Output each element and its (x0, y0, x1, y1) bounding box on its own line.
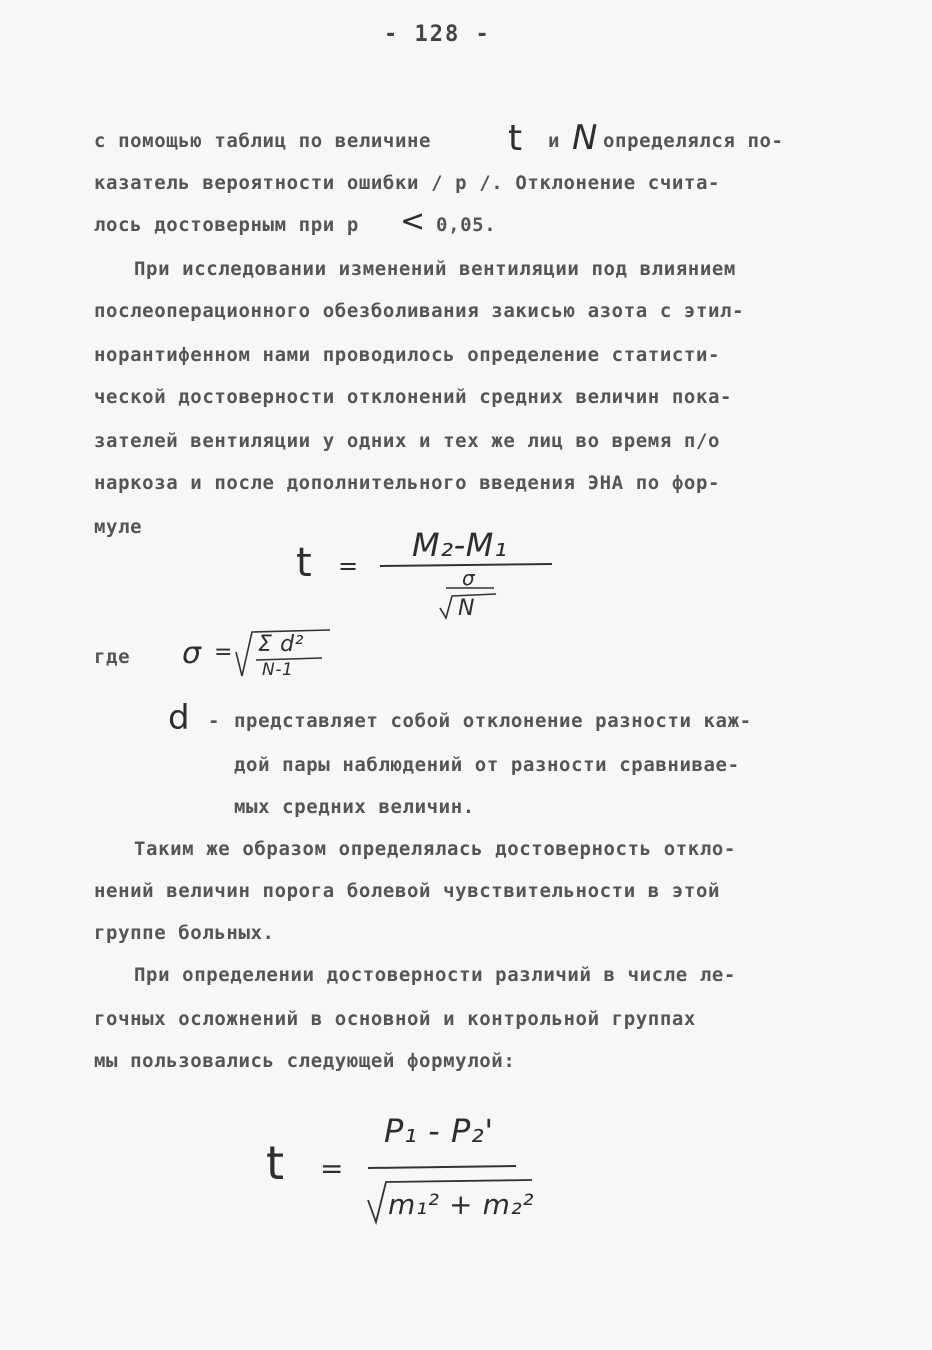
d-line-3: мых средних величин. (234, 796, 475, 818)
formula2-numerator: P₁ - P₂' (384, 1112, 494, 1150)
p3-line-2: нений величин порога болевой чувствительности в этой (94, 880, 721, 902)
p4-line-2: гочных осложнений в основной и контрольной группах (94, 1008, 696, 1030)
formula1-sqrtN: N (458, 596, 476, 621)
d-line-1: представляет собой отклонение разности каж- (234, 710, 752, 732)
p2-line-7: муле (94, 516, 143, 538)
p2-line-5: зателей вентиляции у одних и тех же лиц во время п/о (94, 430, 721, 452)
p2-line-4: ческой достоверности отклонений средних величин пока- (94, 386, 733, 408)
p1-and: и (548, 130, 561, 152)
where-denominator: N-1 (262, 660, 294, 680)
where-eq: = (214, 640, 234, 665)
p2-line-3: норантифенном нами проводилось определение статисти- (94, 344, 721, 366)
d-dash: - (208, 710, 221, 732)
page-number: - 128 - (384, 22, 491, 47)
where-sigma: σ (182, 636, 202, 671)
p3-line-3: группе больных. (94, 922, 275, 944)
formula2-lhs: t (266, 1136, 285, 1190)
p1-line-1b: определялся по- (603, 130, 784, 152)
p4-line-1: При определении достоверности различий в числе ле- (134, 964, 736, 986)
p2-line-1: При исследовании изменений вентиляции под влиянием (134, 258, 736, 280)
formula2-eq: = (320, 1152, 345, 1185)
formula2-denominator: m₁² + m₂² (388, 1188, 535, 1221)
formula1-sigma: σ (462, 566, 476, 590)
d-symbol: d (168, 698, 191, 738)
p2-line-2: послеоперационного обезболивания закисью азота с этил- (94, 300, 745, 322)
p1-line-3b: 0,05. (424, 214, 497, 236)
p1-line-2: казатель вероятности ошибки / р /. Отклонение счита- (94, 172, 721, 194)
formula1-eq: = (338, 552, 359, 580)
d-line-2: дой пары наблюдений от разности сравнивае- (234, 754, 740, 776)
p1-line-3: лось достоверным при р (94, 214, 359, 236)
p3-line-1: Таким же образом определялась достоверность откло- (134, 838, 736, 860)
p1-N-symbol: N (572, 118, 599, 158)
p1-line-1a: с помощью таблиц по величине (94, 130, 432, 152)
p1-less-than: < (400, 204, 426, 239)
p2-line-6: наркоза и после дополнительного введения ЭНА по фор- (94, 472, 721, 494)
formula1-lhs: t (296, 540, 313, 586)
p4-line-3: мы пользовались следующей формулой: (94, 1050, 516, 1072)
where-label: где (94, 646, 131, 668)
where-numerator: Σ d² (258, 632, 305, 657)
formula1-numerator: M₂-M₁ (412, 526, 508, 564)
p1-t-symbol: t (508, 118, 523, 159)
